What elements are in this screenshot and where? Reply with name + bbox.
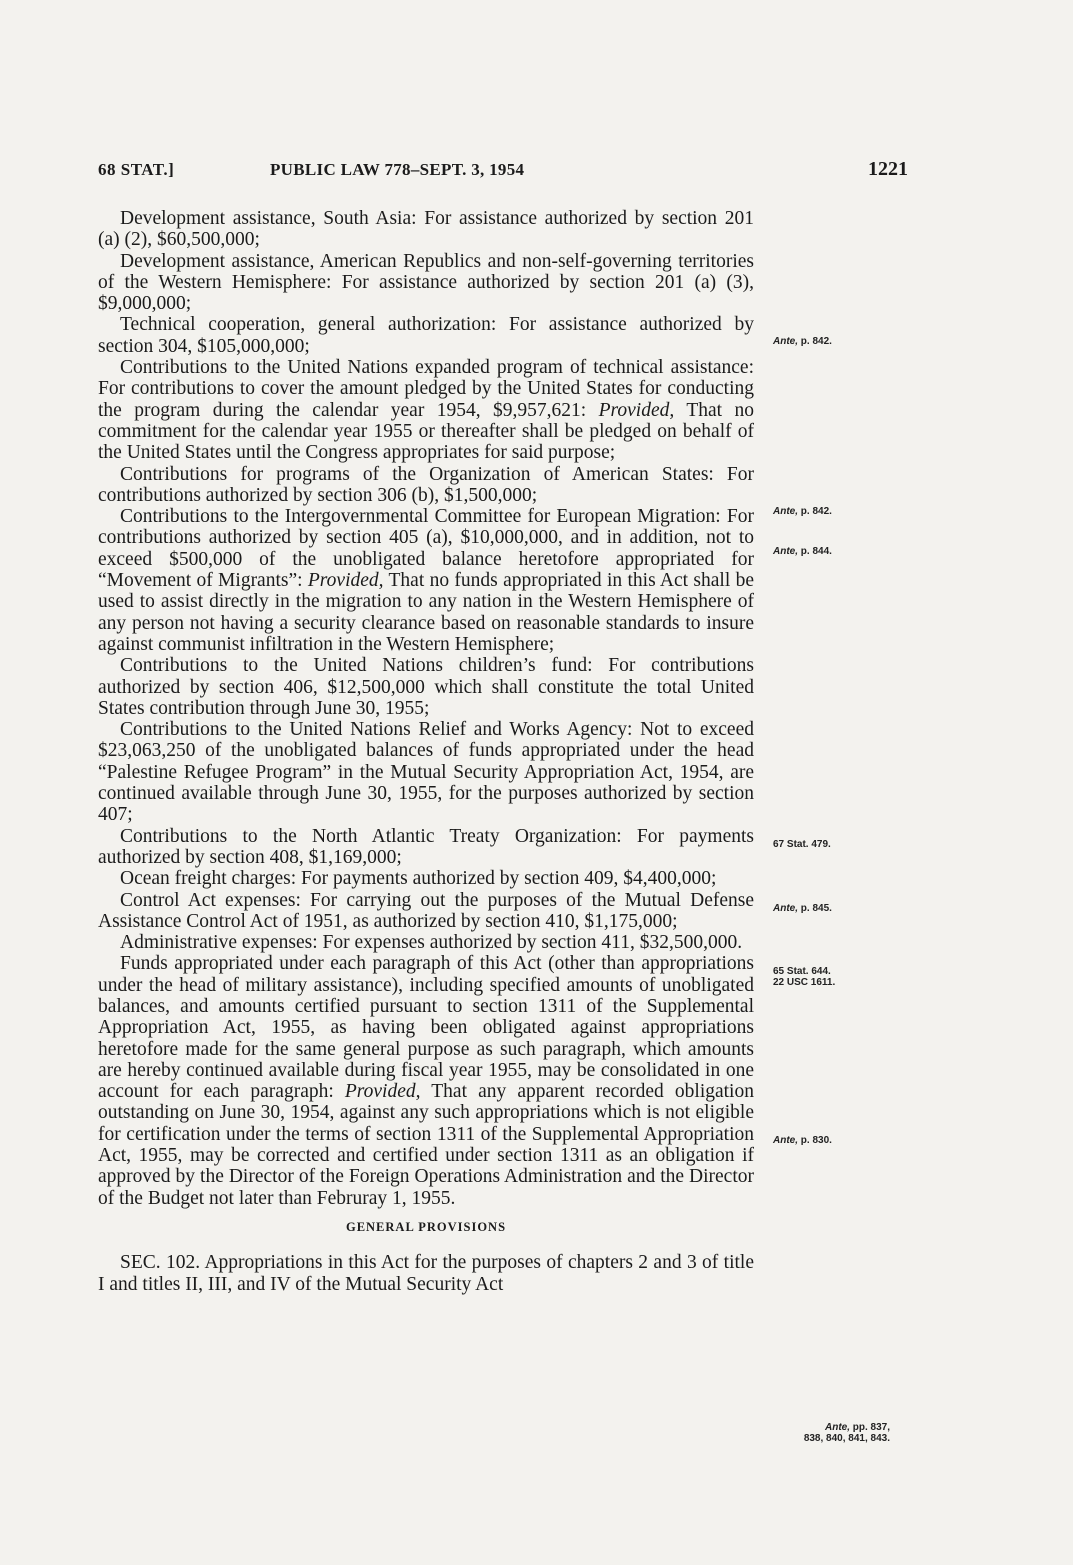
paragraph-american-republics: Development assistance, American Republics and non-self-governing territories of the Western Hemisphere: For assistance authorized by section 201 (a) (3), $9,000,000; — [98, 250, 754, 315]
paragraph-oas: Contributions for programs of the Organization of American States: For contributions authorized by section 306 (b), $1,500,000; — [98, 463, 754, 506]
paragraph-nato: Contributions to the North Atlantic Treaty Organization: For payments authorized by section 408, $1,169,000; — [98, 825, 754, 868]
paragraph-european-migration: Contributions to the Intergovernmental Committee for European Migration: For contributions authorized by section 405 (a), $10,000,000, and in addition, not to exceed $500,000 of the unobligated balance heretofore appropriated for “Movement of Migrants”: Provided, That no funds appropriated in this Act shall be used to assist directly in the migration to any nation in the Western Hemisphere of any person not having a security clearance based on reasonable standards to insure against communist infiltration in the Western Hemisphere; — [98, 506, 754, 655]
paragraph-un-technical-assistance: Contributions to the United Nations expanded program of technical assistance: For contributions to cover the amount pledged by the United States for conducting the program during the calendar year 1954, $9,957,621: Provided, That no commitment for the calendar year 1955 or thereafter shall be pledged on behalf of the United States until the Congress appropriates for said purpose; — [98, 357, 754, 464]
page-number: 1221 — [868, 158, 908, 180]
paragraph-sec-102: SEC. 102. Appropriations in this Act for the purposes of chapters 2 and 3 of title I and titles II, III, and IV of the Mutual Security Act — [98, 1252, 754, 1295]
margin-note: Ante, p. 844. — [773, 546, 832, 557]
paragraph-administrative: Administrative expenses: For expenses authorized by section 411, $32,500,000. — [120, 932, 743, 954]
paragraph-control-act: Control Act expenses: For carrying out the purposes of the Mutual Defense Assistance Control Act of 1951, as authorized by section 410, $1,175,000; — [98, 889, 754, 932]
running-header — [98, 160, 908, 190]
paragraph-ocean-freight: Ocean freight charges: For payments authorized by section 409, $4,400,000; — [120, 868, 717, 890]
margin-note: Ante, p. 845. — [773, 903, 832, 914]
header-title: PUBLIC LAW 778–SEPT. 3, 1954 — [270, 160, 525, 179]
statute-volume: 68 STAT.] — [98, 160, 175, 179]
paragraph-south-asia: Development assistance, South Asia: For assistance authorized by section 201 (a) (2), $60,500,000; — [98, 208, 754, 251]
margin-note: Ante, p. 842. — [773, 336, 832, 347]
paragraph-relief-works-agency: Contributions to the United Nations Relief and Works Agency: Not to exceed $23,063,250 of the unobligated balances of funds appropriated under the head “Palestine Refugee Program” in the Mutual Security Appropriation Act, 1954, are continued available through June 30, 1955, for the purposes authorized by section 407; — [98, 719, 754, 826]
paragraph-technical-cooperation: Technical cooperation, general authorization: For assistance authorized by section 304, $105,000,000; — [98, 314, 754, 357]
margin-note: Ante, pp. 837, 838, 840, 841, 843. — [803, 1422, 890, 1444]
margin-note: Ante, p. 830. — [773, 1135, 832, 1146]
margin-note: 65 Stat. 644. 22 USC 1611. — [773, 966, 836, 988]
body-text — [98, 208, 754, 1295]
margin-note: Ante, p. 842. — [773, 506, 832, 517]
paragraph-funds-appropriated: Funds appropriated under each paragraph of this Act (other than appropriations under the head of military assistance), including specified amounts of unobligated balances, and amounts certified pursuant to section 1311 of the Supplemental Appropriation Act, 1955, as having been obligated against appropriations heretofore made for the same general purpose as such paragraph, which amounts are hereby continued available during fiscal year 1955, may be consolidated in one account for each paragraph: Provided, That any apparent recorded obligation outstanding on June 30, 1954, against any such appropriations which is not eligible for certification under the terms of section 1311 of the Supplemental Appropriation Act, 1955, may be corrected and certified under section 1311 as an obligation if approved by the Director of the Foreign Operations Administration and the Director of the Budget not later than Februray 1, 1955. — [98, 953, 754, 1209]
margin-note: 67 Stat. 479. — [773, 839, 831, 850]
section-heading: GENERAL PROVISIONS — [345, 1219, 507, 1234]
paragraph-childrens-fund: Contributions to the United Nations children’s fund: For contributions authorized by section 406, $12,500,000 which shall constitute the total United States contribution through June 30, 1955; — [98, 655, 754, 719]
